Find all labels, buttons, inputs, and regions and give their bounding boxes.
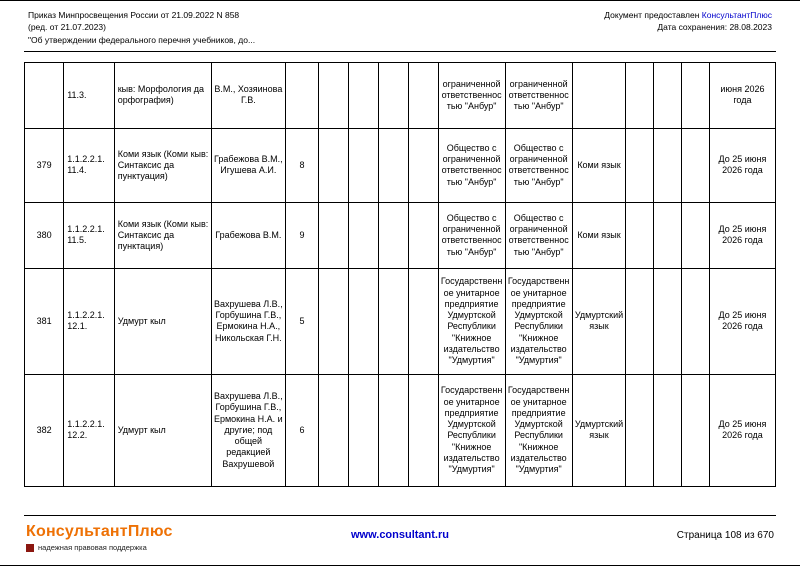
empty-cell: [654, 202, 682, 268]
validity-date-cell: До 25 июня 2026 года: [709, 374, 775, 486]
empty-cell: [408, 202, 438, 268]
consultant-brand-link[interactable]: КонсультантПлюс: [701, 10, 772, 20]
publisher-repeat-cell: Государственное унитарное предприятие Удмуртской Республики "Книжное издательство "Удмуртия": [505, 374, 572, 486]
empty-cell: [626, 202, 654, 268]
code-cell: 1.1.2.2.1. 12.1.: [64, 268, 115, 374]
publisher-repeat-cell: Общество с ограниченной ответственностью "Анбур": [505, 128, 572, 202]
empty-cell: [682, 62, 710, 128]
publisher-cell: Государственное унитарное предприятие Удмуртской Республики "Книжное издательство "Удмуртия": [438, 268, 505, 374]
validity-date-cell: До 25 июня 2026 года: [709, 128, 775, 202]
grade-cell: 9: [285, 202, 318, 268]
validity-date-cell: До 25 июня 2026 года: [709, 268, 775, 374]
empty-cell: [318, 202, 348, 268]
table-row: [25, 374, 776, 486]
doc-title-line3: "Об утверждении федерального перечня учебников, до...: [28, 34, 256, 45]
saved-date-label: Дата сохранения: 28.08.2023: [657, 22, 772, 33]
empty-cell: [378, 62, 408, 128]
empty-cell: [682, 128, 710, 202]
empty-cell: [378, 268, 408, 374]
authors-cell: Вахрушева Л.В., Горбушина Г.В., Ермокина Н.А., Никольская Г.Н.: [211, 268, 285, 374]
empty-cell: [682, 374, 710, 486]
title-cell: Коми язык (Коми кыв: Синтаксис да пунктация): [114, 202, 211, 268]
language-cell: [572, 62, 626, 128]
doc-title-line2: (ред. от 21.07.2023): [28, 22, 106, 33]
empty-cell: [654, 268, 682, 374]
language-cell: Удмуртский язык: [572, 268, 626, 374]
row-number-cell: 382: [25, 374, 64, 486]
publisher-cell: Общество с ограниченной ответственностью "Анбур": [438, 128, 505, 202]
row-number-cell: [25, 62, 64, 128]
empty-cell: [654, 374, 682, 486]
authors-cell: В.М., Хозяинова Г.В.: [211, 62, 285, 128]
code-cell: 1.1.2.2.1. 11.5.: [64, 202, 115, 268]
page-header: [24, 1, 776, 52]
footer-url[interactable]: www.consultant.ru: [351, 529, 449, 541]
empty-cell: [378, 374, 408, 486]
document-title-block: [28, 9, 255, 46]
consultant-logo-block: [26, 523, 173, 552]
row-number-cell: 381: [25, 268, 64, 374]
title-cell: кыв: Морфология да орфография): [114, 62, 211, 128]
provided-by-line: [604, 9, 772, 21]
grade-cell: 6: [285, 374, 318, 486]
consultant-logo: КонсультантПлюс: [26, 523, 173, 540]
title-cell: Удмурт кыл: [114, 268, 211, 374]
publisher-cell: ограниченной ответственностью "Анбур": [438, 62, 505, 128]
consultant-logo-mark-icon: [26, 544, 34, 552]
authors-cell: Вахрушева Л.В., Горбушина Г.В., Ермокина Н.А. и другие; под общей редакцией Вахрушевой: [211, 374, 285, 486]
authors-cell: Грабежова В.М., Игушева А.И.: [211, 128, 285, 202]
document-meta-block: [604, 9, 772, 34]
code-cell: 11.3.: [64, 62, 115, 128]
empty-cell: [318, 62, 348, 128]
empty-cell: [348, 268, 378, 374]
empty-cell: [626, 268, 654, 374]
table-row: [25, 202, 776, 268]
validity-date-cell: До 25 июня 2026 года: [709, 202, 775, 268]
table-row: [25, 62, 776, 128]
code-cell: 1.1.2.2.1. 11.4.: [64, 128, 115, 202]
empty-cell: [318, 128, 348, 202]
empty-cell: [626, 128, 654, 202]
empty-cell: [682, 268, 710, 374]
empty-cell: [348, 62, 378, 128]
empty-cell: [408, 374, 438, 486]
empty-cell: [682, 202, 710, 268]
empty-cell: [348, 202, 378, 268]
publisher-cell: Общество с ограниченной ответственностью "Анбур": [438, 202, 505, 268]
empty-cell: [654, 62, 682, 128]
empty-cell: [378, 128, 408, 202]
empty-cell: [318, 374, 348, 486]
title-cell: Удмурт кыл: [114, 374, 211, 486]
consultant-slogan: надежная правовая поддержка: [38, 543, 147, 552]
table-row: [25, 128, 776, 202]
grade-cell: 5: [285, 268, 318, 374]
empty-cell: [408, 62, 438, 128]
empty-cell: [378, 202, 408, 268]
grade-cell: [285, 62, 318, 128]
row-number-cell: 380: [25, 202, 64, 268]
provided-by-label: Документ предоставлен: [604, 10, 700, 20]
empty-cell: [626, 374, 654, 486]
language-cell: Удмуртский язык: [572, 374, 626, 486]
code-cell: 1.1.2.2.1. 12.2.: [64, 374, 115, 486]
row-number-cell: 379: [25, 128, 64, 202]
authors-cell: Грабежова В.М.: [211, 202, 285, 268]
page-footer: [24, 515, 776, 565]
publisher-cell: Государственное унитарное предприятие Удмуртской Республики "Книжное издательство "Удмуртия": [438, 374, 505, 486]
empty-cell: [408, 128, 438, 202]
doc-title-line1: Приказ Минпросвещения России от 21.09.2022 N 858: [28, 10, 240, 20]
empty-cell: [408, 268, 438, 374]
empty-cell: [626, 62, 654, 128]
publisher-repeat-cell: ограниченной ответственностью "Анбур": [505, 62, 572, 128]
publisher-repeat-cell: Государственное унитарное предприятие Удмуртской Республики "Книжное издательство "Удмуртия": [505, 268, 572, 374]
grade-cell: 8: [285, 128, 318, 202]
textbook-table: [24, 62, 776, 487]
title-cell: Коми язык (Коми кыв: Синтаксис да пунктуация): [114, 128, 211, 202]
consultant-slogan-row: [26, 543, 173, 552]
validity-date-cell: июня 2026 года: [709, 62, 775, 128]
empty-cell: [654, 128, 682, 202]
table-row: [25, 268, 776, 374]
empty-cell: [348, 128, 378, 202]
language-cell: Коми язык: [572, 128, 626, 202]
page-number-label: Страница 108 из 670: [676, 530, 774, 541]
document-body: [24, 52, 776, 515]
empty-cell: [318, 268, 348, 374]
publisher-repeat-cell: Общество с ограниченной ответственностью "Анбур": [505, 202, 572, 268]
empty-cell: [348, 374, 378, 486]
language-cell: Коми язык: [572, 202, 626, 268]
